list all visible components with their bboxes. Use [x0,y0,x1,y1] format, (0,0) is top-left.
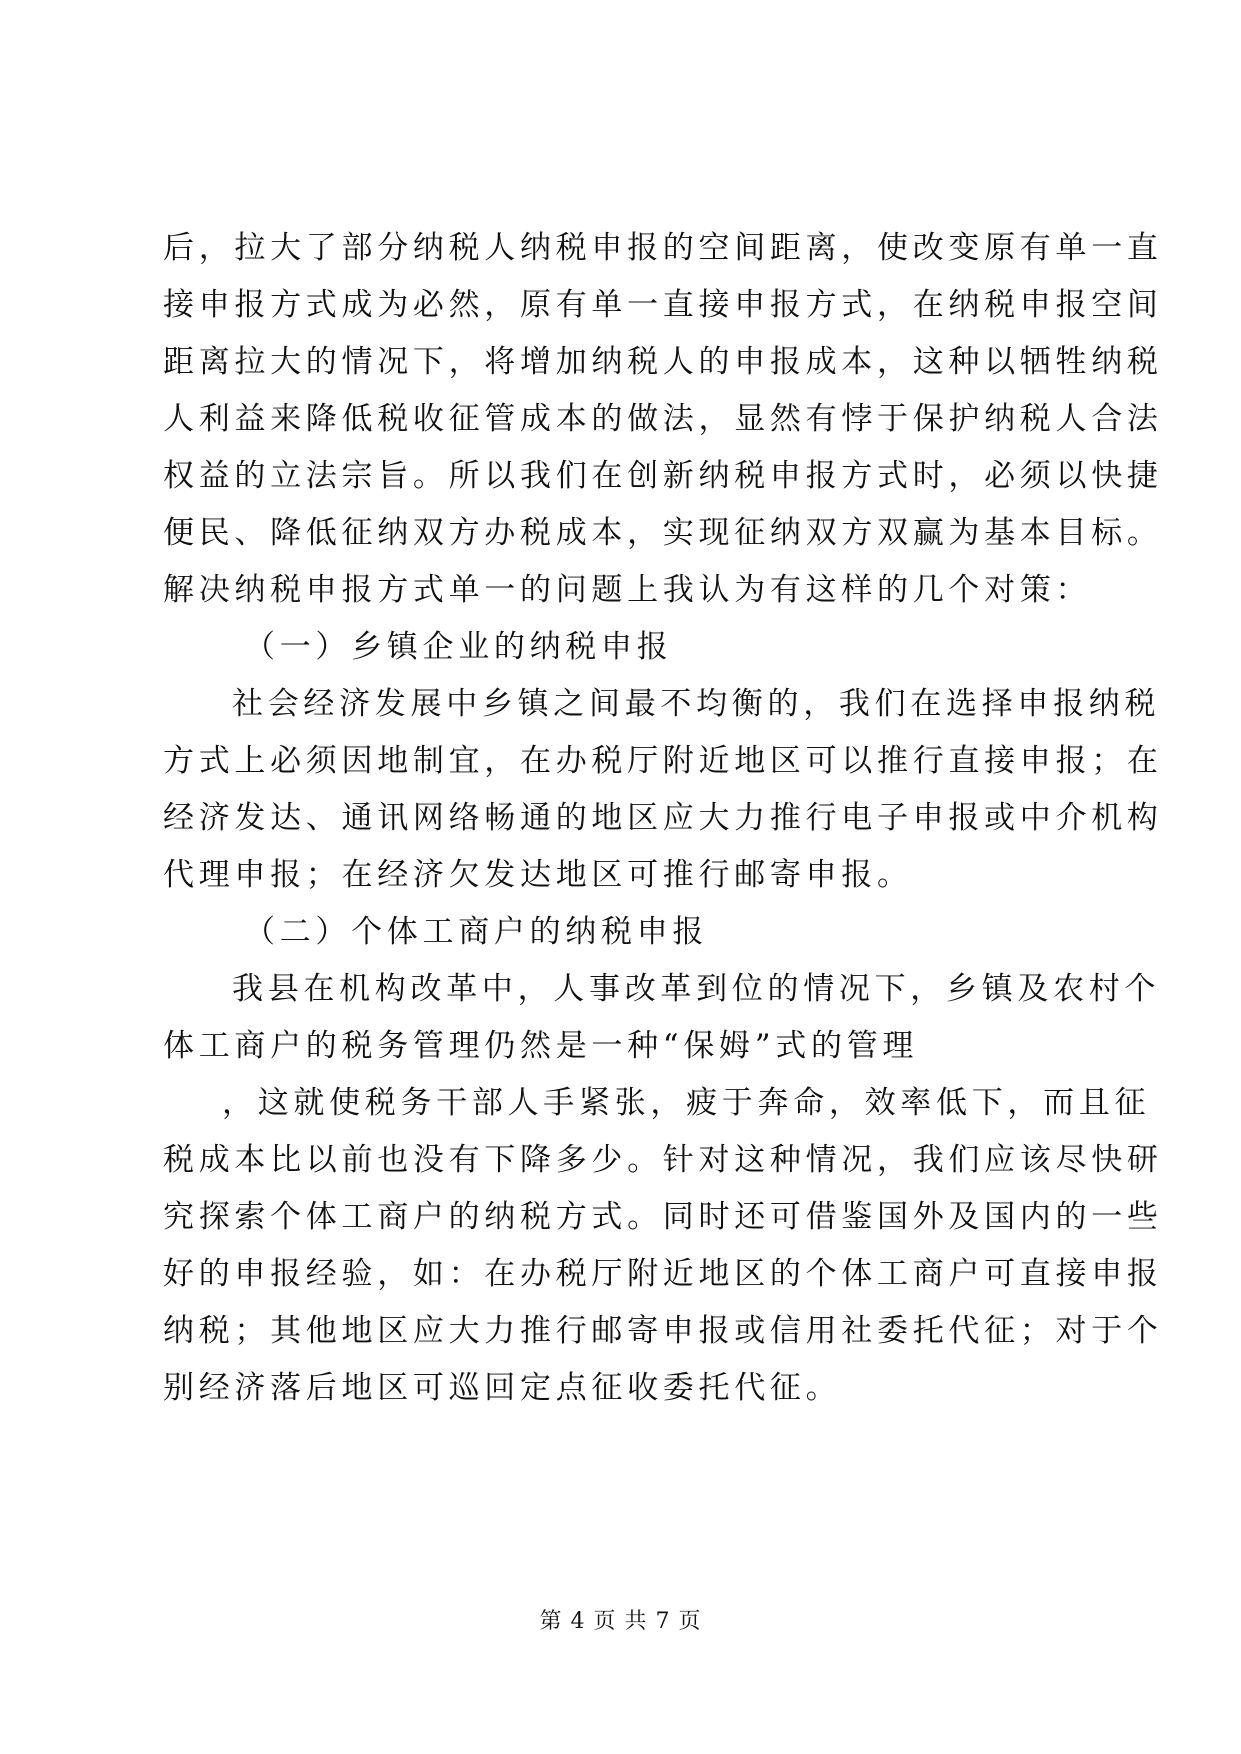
body-line: 权益的立法宗旨。所以我们在创新纳税申报方式时，必须以快捷 [163,458,1163,494]
body-line: 便民、降低征纳双方办税成本，实现征纳双方双赢为基本目标。 [163,515,1163,551]
body-line: 社会经济发展中乡镇之间最不均衡的，我们在选择申报纳税 [232,686,1161,722]
body-line: 方式上必须因地制宜，在办税厅附近地区可以推行直接申报；在 [163,743,1163,779]
body-line: 距离拉大的情况下，将增加纳税人的申报成本，这种以牺牲纳税 [163,344,1163,380]
body-line: 税成本比以前也没有下降多少。针对这种情况，我们应该尽快研 [163,1142,1163,1178]
body-line: 人利益来降低税收征管成本的做法，显然有悖于保护纳税人合法 [163,401,1163,437]
body-line: 解决纳税申报方式单一的问题上我认为有这样的几个对策： [163,572,1092,608]
section-heading: （一）乡镇企业的纳税申报 [244,629,673,665]
body-line: 究探索个体工商户的纳税方式。同时还可借鉴国外及国内的一些 [163,1199,1163,1235]
body-line: ，这就使税务干部人手紧张，疲于奔命，效率低下，而且征 [222,1085,1151,1121]
body-line: 纳税；其他地区应大力推行邮寄申报或信用社委托代征；对于个 [163,1313,1163,1349]
body-line: 别经济落后地区可巡回定点征收委托代征。 [163,1370,842,1406]
body-line: 我县在机构改革中，人事改革到位的情况下，乡镇及农村个 [232,971,1161,1007]
body-line: 体工商户的税务管理仍然是一种“保姆”式的管理 [163,1028,919,1064]
body-line: 接申报方式成为必然，原有单一直接申报方式，在纳税申报空间 [163,287,1163,323]
body-line: 后，拉大了部分纳税人纳税申报的空间距离，使改变原有单一直 [163,230,1163,266]
body-line: 经济发达、通讯网络畅通的地区应大力推行电子申报或中介机构 [163,800,1163,836]
body-line: 代理申报；在经济欠发达地区可推行邮寄申报。 [163,857,913,893]
section-heading: （二）个体工商户的纳税申报 [244,914,709,950]
body-line: 好的申报经验，如：在办税厅附近地区的个体工商户可直接申报 [163,1256,1163,1292]
page-number-footer: 第 4 页 共 7 页 [539,1609,702,1634]
